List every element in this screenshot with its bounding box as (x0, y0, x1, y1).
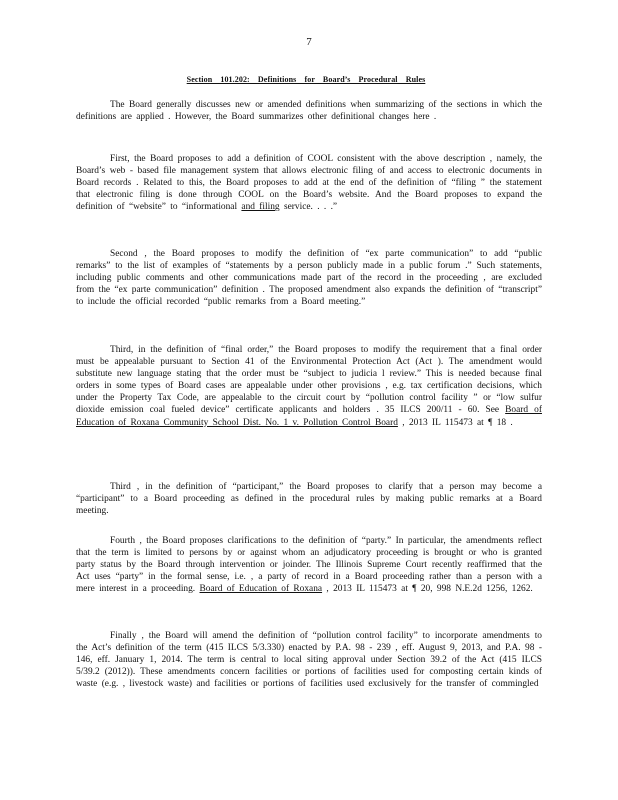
paragraph-text: Fourth , the Board proposes clarifications to the definition of “party.” In particular, the amendments reflect that the term is limited to persons by or against whom an adjudicatory proceeding is brought or who is granted party status by the Board through intervention or joinder. The Illinois Supreme Court recently reaffirmed that the Act uses “party” in the formal sense, i.e. , a party of record in a Board proceeding rather than a person with a mere interest in a proceeding. (76, 536, 542, 595)
page-number: 7 (306, 36, 312, 48)
paragraph-text: Finally , the Board will amend the definition of “pollution control facility” to incorporate amendments to the Act’s definition of the term (415 ILCS 5/3.330) enacted by P.A. 98 - 239 , eff. August 9, 2013, and P.A. 98 - 146, eff. January 1, 2014. The term is central to local siting approval under Section 39.2 of the Act (415 ILCS 5/39.2 (2012)). These amendments concern facilities or portions of facilities used for composting certain kinds of waste (e.g. , livestock waste) and facilities or portions of facilities used exclusively for the transfer of commingled (76, 631, 542, 690)
paragraph-text: Second , the Board proposes to modify the definition of “ex parte communication” to add “public remarks” to the list of examples of “statements by a person publicly made in a public forum .” Such statements, including public comments and other communications made part of the record in the proceeding , are excluded from the “ex parte communication” definition . The proposed amendment also expands the definition of “transcript” to include the official recorded “public remarks from a Board meeting.” (76, 249, 542, 308)
paragraph-ex-parte (76, 248, 542, 308)
paragraph-text: The Board generally discusses new or amended definitions when summarizing of the sections in which the definitions are applied . However, the Board summarizes other definitional changes here . (76, 100, 542, 123)
paragraph-participant (76, 481, 542, 517)
section-heading: Section 101.202: Definitions for Board’s Procedural Rules (186, 75, 426, 84)
paragraph-cool (76, 153, 542, 213)
paragraph-text: Third, in the definition of “final order,” the Board proposes to modify the requirement that a final order must be appealable pursuant to Section 41 of the Environmental Protection Act (Act ). The amendment would substitute new language stating that the order must be “subject to judicia l review.” This is needed because final orders in some types of Board cases are appealable under other provisions , e.g. tax certification decisions, which under the Property Tax Code, are appealable to the circuit court by “pollution control facility ” or “low sulfur dioxide emission coal fueled device” certificate applicants and holders . 35 ILCS 200/11 - 60. See (76, 345, 542, 416)
paragraph-general (76, 99, 542, 123)
paragraph-tail: service. . . .” (279, 202, 338, 213)
paragraph-final-order (76, 344, 542, 429)
paragraph-party (76, 535, 542, 595)
paragraph-underlined: and filing (241, 202, 280, 213)
case-citation-link: Board of Education of Roxana Community School Dist. No. 1 v. Pollution Control Board (76, 405, 542, 428)
paragraph-tail: , 2013 IL 115473 at ¶ 18 . (397, 417, 513, 428)
paragraph-text: Third , in the definition of “participant,” the Board proposes to clarify that a person may become a “participant” to a Board proceeding as defined in the procedural rules by making public remarks at a Board meeting. (76, 482, 542, 517)
paragraph-text: First, the Board proposes to add a definition of COOL consistent with the above description , namely, the Board’s web - based file management system that allows electronic filing of and access to electronic documents in Board records . Related to this, the Board proposes to add at the end of the definition of “filing ” the statement that electronic filing is done through COOL on the Board’s website. And the Board proposes to expand the definition of “website” to “informational (76, 154, 542, 213)
paragraph-pollution-facility (76, 630, 542, 690)
case-citation-link: Board of Education of Roxana (199, 584, 323, 595)
paragraph-tail: , 2013 IL 115473 at ¶ 20, 998 N.E.2d 1256, 1262. (322, 584, 533, 595)
